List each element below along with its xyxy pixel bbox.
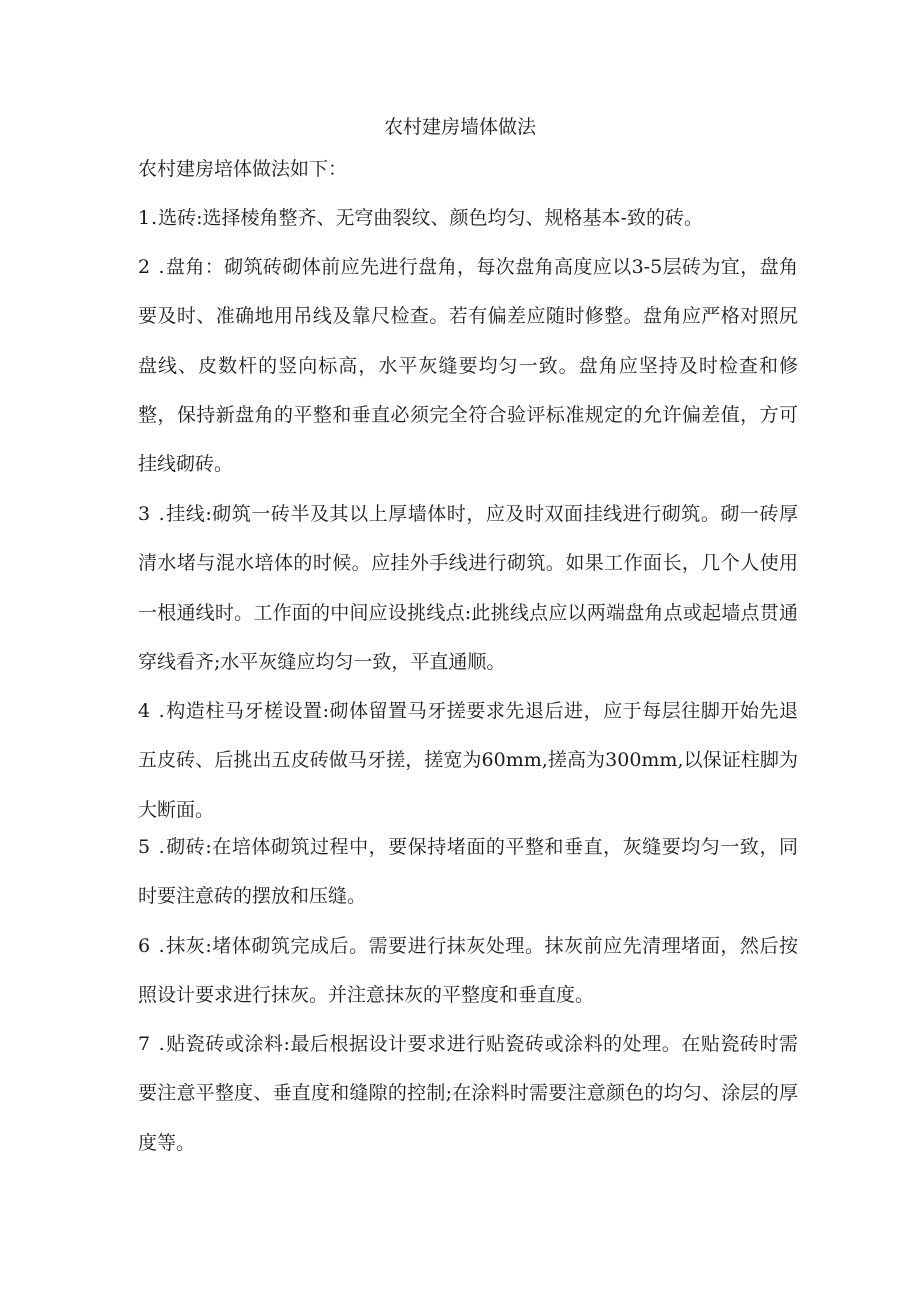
step-text: 抹灰:堵体砌筑完成后。需要进行抹灰处理。抹灰前应先清理堵面，然后按照设计要求进行抹灰。并注意抹灰的平整度和垂直度。	[138, 935, 799, 1007]
step-paragraph-2	[138, 243, 798, 489]
step-text: 贴瓷砖或涂料:最后根据设计要求进行贴瓷砖或涂料的处理。在贴瓷砖时需要注意平整度、垂直度和缝隙的控制;在涂料时需要注意颜色的均匀、涂层的厚度等。	[138, 1033, 799, 1154]
step-number: 5 .	[138, 836, 166, 858]
intro-paragraph: 农村建房培体做法如下：	[138, 158, 348, 180]
step-number: 3 .	[138, 503, 166, 525]
step-paragraph-6	[138, 922, 798, 1021]
document-title: 农村建房墙体做法	[383, 116, 536, 138]
step-paragraph-7	[138, 1020, 798, 1168]
step-number: 2 .	[138, 256, 166, 278]
step-number: 6 .	[138, 935, 166, 957]
step-paragraph-1	[138, 194, 798, 243]
step-number: 4 .	[138, 700, 166, 722]
step-text: 选砖:选择棱角整齐、无穹曲裂纹、颜色均匀、规格基本-致的砖。	[158, 207, 703, 229]
step-paragraph-5	[138, 823, 798, 922]
step-text: 构造柱马牙槎设置:砌体留置马牙搓要求先退后进，应于每层往脚开始先退五皮砖、后挑出五皮砖做马牙搓，搓宽为60mm,搓高为300mm,以保证柱脚为大断面。	[138, 700, 799, 821]
step-text: 盘角：砌筑砖砌体前应先进行盘角，每次盘角高度应以3-5层砖为宜，盘角要及时、准确地用吊线及靠尺检查。若有偏差应随时修整。盘角应严格对照尻盘线、皮数杆的竖向标高，水平灰缝要均匀一致。盘角应坚持及时检查和修整，保持新盘角的平整和垂直必须完全符合验评标准规定的允许偏差值，方可挂线砌砖。	[138, 256, 798, 476]
step-number: 1.	[138, 207, 159, 229]
step-number: 7 .	[138, 1033, 166, 1055]
step-text: 砌砖:在培体砌筑过程中，要保持堵面的平整和垂直，灰缝要均匀一致，同时要注意砖的摆放和压缝。	[138, 836, 799, 908]
step-text: 挂线:砌筑一砖半及其以上厚墙体时，应及时双面挂线进行砌筑。砌一砖厚清水堵与混水培体的时候。应挂外手线进行砌筑。如果工作面长，几个人使用一根通线时。工作面的中间应设挑线点:此挑线点应以两端盘角点或起墙点贯通穿线看齐;水平灰缝应均匀一致，平直通顺。	[138, 503, 799, 673]
step-paragraph-4	[138, 687, 798, 835]
step-paragraph-3	[138, 490, 798, 687]
